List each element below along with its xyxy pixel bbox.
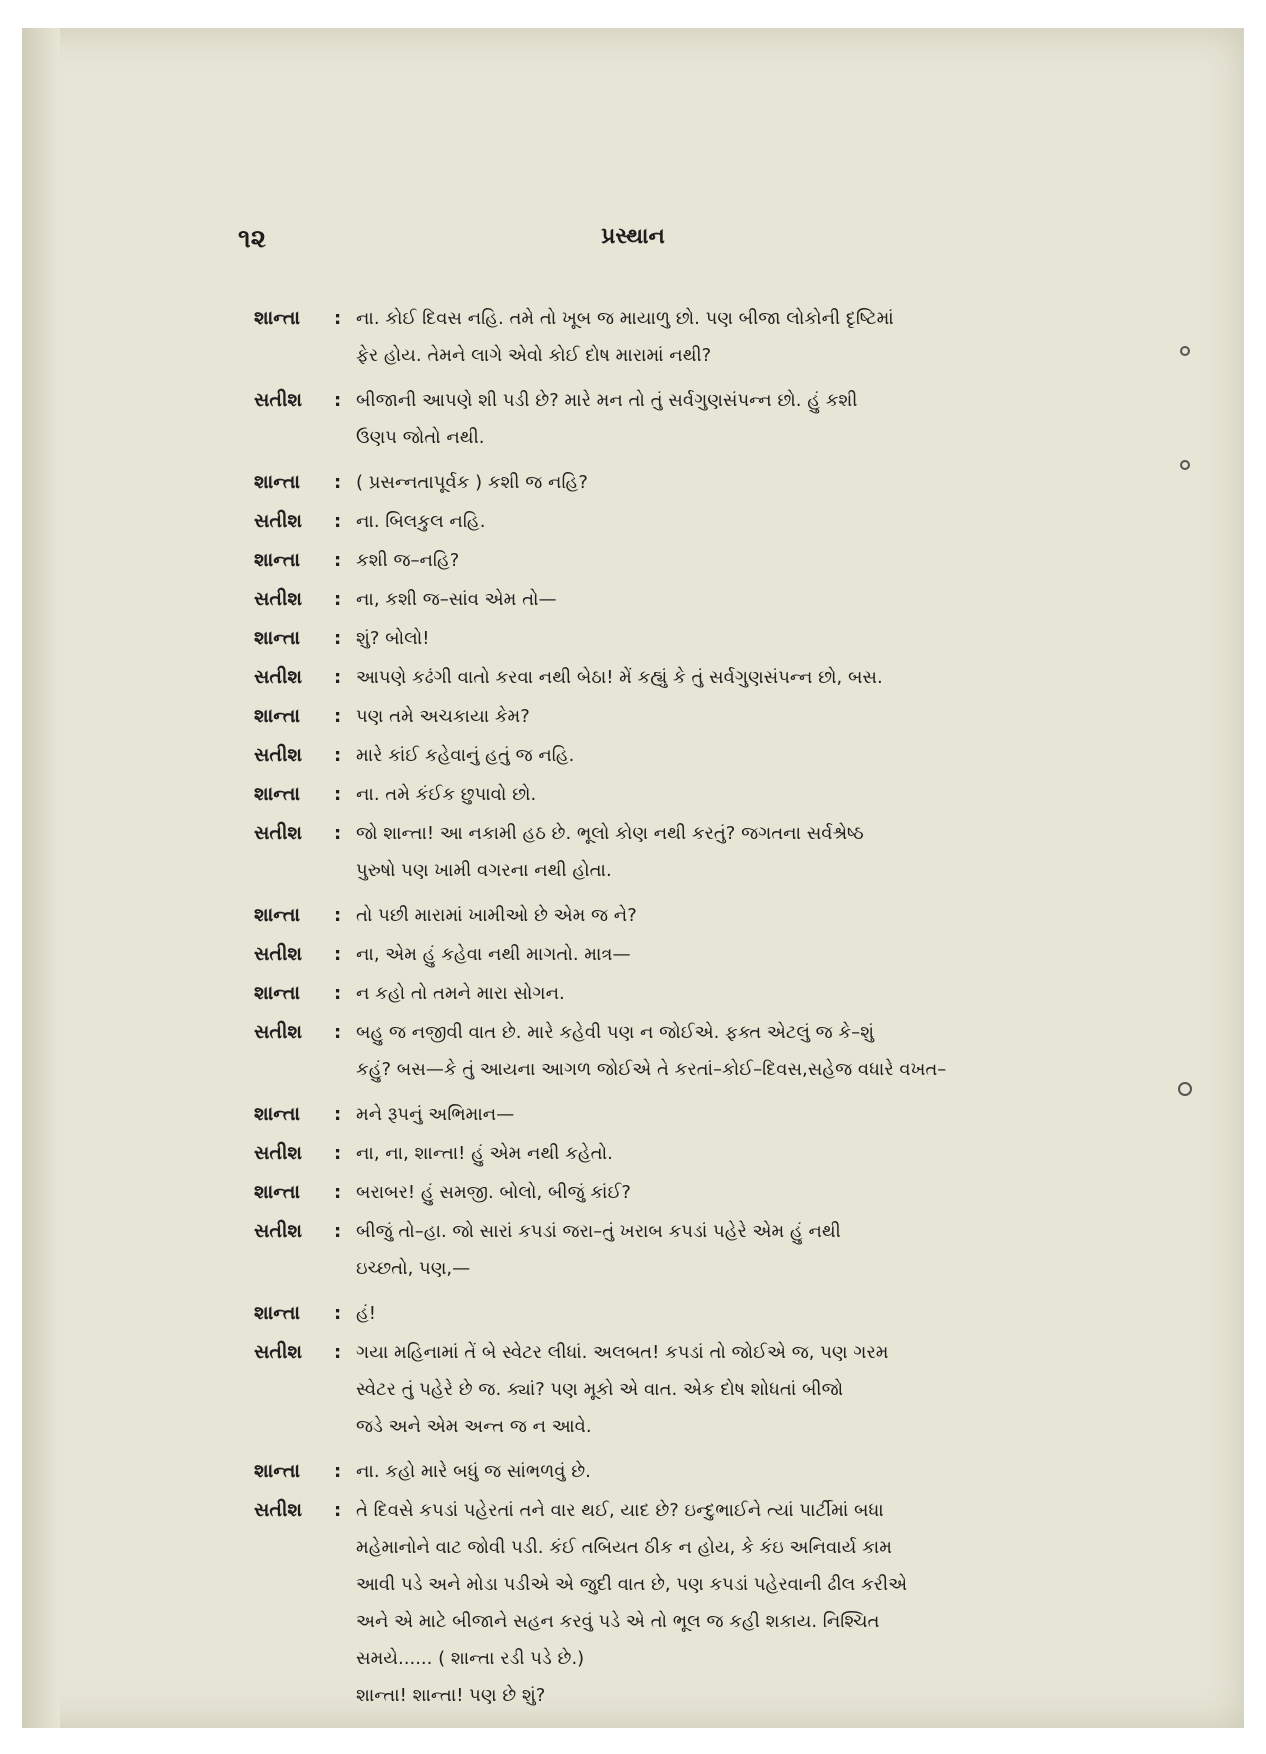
speaker-name: શાન્તા	[254, 627, 301, 649]
dialogue-line	[254, 1492, 1114, 1714]
speaker-separator: :	[334, 706, 342, 727]
speaker-name: સતીશ	[254, 510, 303, 532]
dialogue-line	[254, 1295, 1114, 1332]
speech-text	[356, 737, 1114, 774]
speaker-separator: :	[334, 944, 342, 965]
speech-line: બીજાની આપણે શી પડી છે? મારે મન તો તું સર્વગુણસંપન્ન છો. હું કશી	[356, 390, 858, 411]
speaker-separator: :	[334, 589, 342, 610]
speech-line: ન કહો તો તમને મારા સોગન.	[356, 983, 565, 1004]
speaker-name: સતીશ	[254, 389, 303, 411]
dialogue-line	[254, 936, 1114, 973]
speaker-name: શાન્તા	[254, 1302, 301, 1324]
dialogue-line	[254, 382, 1114, 456]
speech-text	[356, 581, 1114, 618]
dialogue-line	[254, 737, 1114, 774]
margin-mark	[1180, 460, 1190, 470]
speech-text	[356, 776, 1114, 813]
speaker-separator: :	[334, 784, 342, 805]
speaker-separator: :	[334, 1221, 342, 1242]
margin-mark	[1178, 1082, 1192, 1096]
speech-line: પુરુષો પણ ખામી વગરના નથી હોતા.	[356, 860, 612, 881]
speaker-name: સતીશ	[254, 822, 303, 844]
speech-line: ના, કશી જ–સાંવ એમ તો—	[356, 589, 557, 610]
dialogue-line	[254, 1174, 1114, 1211]
speaker-name: સતીશ	[254, 666, 303, 688]
speech-line: શાન્તા! શાન્તા! પણ છે શું?	[356, 1685, 546, 1706]
speaker-name: શાન્તા	[254, 982, 301, 1004]
speech-line: આપણે કઢંગી વાતો કરવા નથી બેઠા! મેં કહ્યું કે તું સર્વગુણસંપન્ન છો, બસ.	[356, 667, 883, 688]
speech-line: ( પ્રસન્નતાપૂર્વક ) કશી જ નહિ?	[356, 472, 588, 493]
speaker-name: સતીશ	[254, 1341, 303, 1363]
speaker-separator: :	[334, 1461, 342, 1482]
speaker-separator: :	[334, 1303, 342, 1324]
speaker-name: શાન્તા	[254, 705, 301, 727]
dialogue-line	[254, 815, 1114, 889]
speech-text	[356, 1135, 1114, 1172]
speech-text	[356, 1174, 1114, 1211]
speaker-name: શાન્તા	[254, 471, 301, 493]
dialogue-line	[254, 542, 1114, 579]
dialogue-line	[254, 659, 1114, 696]
speaker-name: સતીશ	[254, 744, 303, 766]
speaker-separator: :	[334, 390, 342, 411]
speaker-separator: :	[334, 745, 342, 766]
dialogue-line	[254, 1014, 1114, 1088]
speaker-separator: :	[334, 1500, 342, 1521]
speech-line: ઉણપ જોતો નથી.	[356, 427, 485, 448]
speaker-separator: :	[334, 550, 342, 571]
speaker-name: શાન્તા	[254, 1103, 301, 1125]
dialogue-line	[254, 1213, 1114, 1287]
speaker-separator: :	[334, 823, 342, 844]
speaker-separator: :	[334, 1104, 342, 1125]
speaker-name: સતીશ	[254, 1220, 303, 1242]
speaker-separator: :	[334, 628, 342, 649]
dialogue-line	[254, 1453, 1114, 1490]
speech-line: અને એ માટે બીજાને સહન કરવું પડે એ તો ભૂલ જ કહી શકાય. નિશ્ચિત	[356, 1611, 880, 1632]
speaker-name: સતીશ	[254, 1499, 303, 1521]
speech-line: ના. કહો મારે બધું જ સાંભળવું છે.	[356, 1461, 591, 1482]
dialogue-line	[254, 503, 1114, 540]
speech-text	[356, 659, 1114, 696]
speech-line: મારે કાંઈ કહેવાનું હતું જ નહિ.	[356, 745, 575, 766]
speaker-separator: :	[334, 308, 342, 329]
speech-line: ના, ના, શાન્તા! હું એમ નથી કહેતો.	[356, 1143, 613, 1164]
dialogue-line	[254, 620, 1114, 657]
speech-text	[356, 503, 1114, 540]
speech-line: બીજું તો–હા. જો સારાં કપડાં જરા–તું ખરાબ કપડાં પહેરે એમ હું નથી	[356, 1221, 841, 1242]
speech-line: ના, એમ હું કહેવા નથી માગતો. માત્ર—	[356, 944, 631, 965]
dialogue-line	[254, 1334, 1114, 1445]
speaker-separator: :	[334, 1182, 342, 1203]
speaker-separator: :	[334, 905, 342, 926]
speech-text	[356, 815, 1114, 889]
speech-line: પણ તમે અચકાયા કેમ?	[356, 706, 530, 727]
speech-line: જડે અને એમ અન્ત જ ન આવે.	[356, 1416, 592, 1437]
speech-text	[356, 1453, 1114, 1490]
speech-text	[356, 1213, 1114, 1287]
speech-text	[356, 1492, 1114, 1714]
speech-text	[356, 936, 1114, 973]
speech-line: મહેમાનોને વાટ જોવી પડી. કંઈ તબિયત ઠીક ન હોય, કે કંઇ અનિવાર્ય કામ	[356, 1537, 892, 1558]
speech-text	[356, 1014, 1114, 1088]
speaker-separator: :	[334, 983, 342, 1004]
speech-text	[356, 975, 1114, 1012]
speech-line: ફેર હોય. તેમને લાગે એવો કોઈ દોષ મારામાં નથી?	[356, 345, 712, 366]
dialogue-line	[254, 1096, 1114, 1133]
dialogue-line	[254, 581, 1114, 618]
margin-mark	[1180, 346, 1190, 356]
dialogue-line	[254, 464, 1114, 501]
speech-text	[356, 300, 1114, 374]
speaker-separator: :	[334, 1342, 342, 1363]
speaker-name: શાન્તા	[254, 307, 301, 329]
speech-text	[356, 897, 1114, 934]
speech-line: જો શાન્તા! આ નકામી હઠ છે. ભૂલો કોણ નથી કરતું? જગતના સર્વશ્રેષ્ઠ	[356, 823, 864, 844]
speaker-name: સતીશ	[254, 588, 303, 610]
speech-line: સમયે...... ( શાન્તા રડી પડે છે.)	[356, 1648, 585, 1669]
speech-line: તો પછી મારામાં ખામીઓ છે એમ જ ને?	[356, 905, 637, 926]
speaker-name: શાન્તા	[254, 783, 301, 805]
speech-text	[356, 1096, 1114, 1133]
speech-line: આવી પડે અને મોડા પડીએ એ જુદી વાત છે, પણ કપડાં પહેરવાની ઢીલ કરીએ	[356, 1574, 908, 1595]
dialogue-line	[254, 1135, 1114, 1172]
speech-line: કહું? બસ—કે તું આયના આગળ જોઈએ તે કરતાં–કોઈ–દિવસ,સહેજ વધારે વખત–	[356, 1059, 947, 1080]
speech-text	[356, 382, 1114, 456]
speaker-separator: :	[334, 511, 342, 532]
dialogue-line	[254, 300, 1114, 374]
dialogue-line	[254, 776, 1114, 813]
speech-text	[356, 464, 1114, 501]
speaker-name: સતીશ	[254, 943, 303, 965]
speech-text	[356, 698, 1114, 735]
dialogue-block	[254, 300, 1114, 1722]
speaker-separator: :	[334, 667, 342, 688]
speech-text	[356, 1295, 1114, 1332]
speaker-name: શાન્તા	[254, 549, 301, 571]
speech-line: ના. બિલકુલ નહિ.	[356, 511, 486, 532]
speech-line: બહુ જ નજીવી વાત છે. મારે કહેવી પણ ન જોઈએ. ફક્ત એટલું જ કે–શું	[356, 1022, 875, 1043]
speech-line: તે દિવસે કપડાં પહેરતાં તને વાર થઈ, યાદ છે? ઇન્દુભાઈને ત્યાં પાર્ટીમાં બધા	[356, 1500, 884, 1521]
page-number: ૧૨	[238, 224, 267, 254]
speech-line: સ્વેટર તું પહેરે છે જ. ક્યાં? પણ મૂકો એ વાત. એક દોષ શોધતાં બીજો	[356, 1379, 844, 1400]
speaker-name: શાન્તા	[254, 1460, 301, 1482]
speech-line: કશી જ–નહિ?	[356, 550, 460, 571]
speaker-separator: :	[334, 1143, 342, 1164]
speech-line: ના. તમે કંઈક છુપાવો છો.	[356, 784, 537, 805]
speech-line: બરાબર! હું સમજી. બોલો, બીજું કાંઈ?	[356, 1182, 631, 1203]
speech-line: હં!	[356, 1303, 377, 1324]
speech-line: ના. કોઈ દિવસ નહિ. તમે તો ખૂબ જ માયાળુ છો. પણ બીજા લોકોની દૃષ્ટિમાં	[356, 308, 894, 329]
book-page	[22, 28, 1244, 1728]
running-title: પ્રસ્થાન	[601, 224, 665, 249]
dialogue-line	[254, 698, 1114, 735]
speaker-separator: :	[334, 1022, 342, 1043]
speaker-name: સતીશ	[254, 1021, 303, 1043]
speech-line: શું? બોલો!	[356, 628, 430, 649]
speaker-name: સતીશ	[254, 1142, 303, 1164]
dialogue-line	[254, 897, 1114, 934]
speech-text	[356, 620, 1114, 657]
page-header	[22, 224, 1244, 264]
speaker-name: શાન્તા	[254, 1181, 301, 1203]
speech-text	[356, 1334, 1114, 1445]
speaker-name: શાન્તા	[254, 904, 301, 926]
speech-line: મને રૂપનું અભિમાન—	[356, 1104, 515, 1125]
dialogue-line	[254, 975, 1114, 1012]
speech-line: ઇચ્છતો, પણ,—	[356, 1258, 471, 1279]
speech-text	[356, 542, 1114, 579]
speaker-separator: :	[334, 472, 342, 493]
speech-line: ગયા મહિનામાં તેં બે સ્વેટર લીધાં. અલબત! કપડાં તો જોઈએ જ, પણ ગરમ	[356, 1342, 889, 1363]
